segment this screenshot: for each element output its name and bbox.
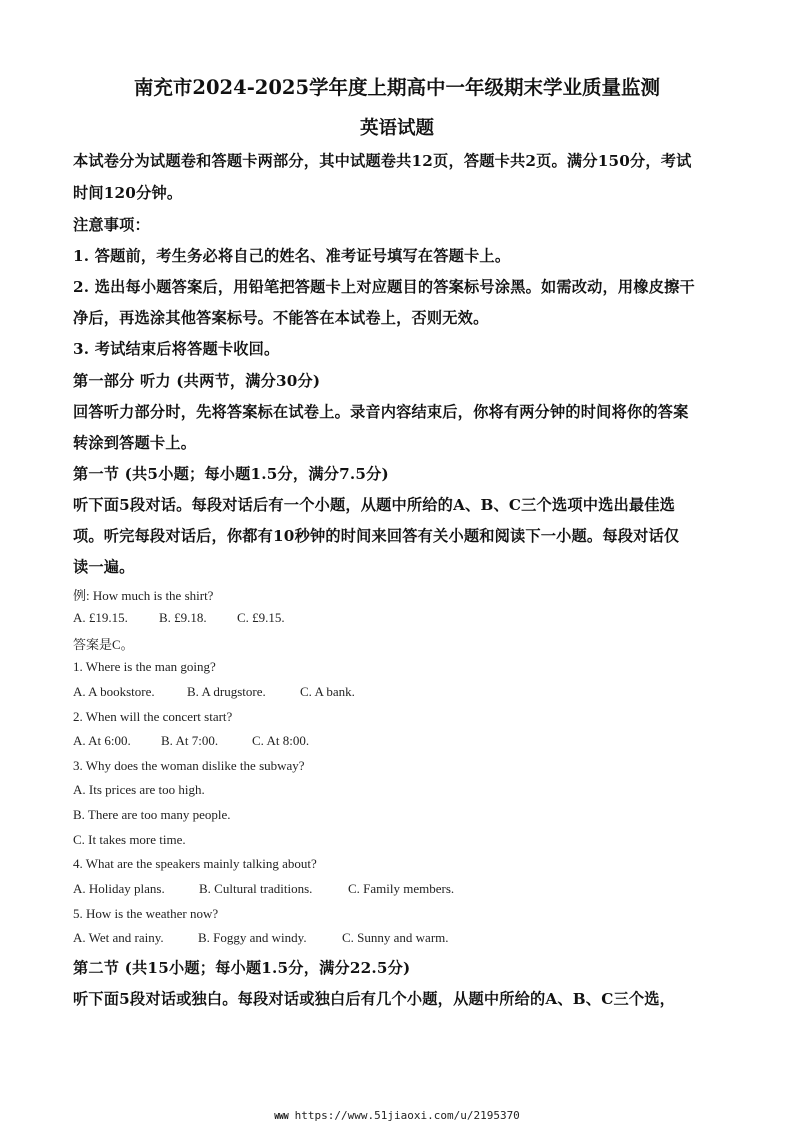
footer-url-link[interactable]: https://www.51jiaoxi.com/u/2195370 [294, 1109, 520, 1122]
section1-heading: 第一节 (共5小题；每小题1.5分，满分7.5分) [73, 465, 389, 483]
question-3-option-a: A. Its prices are too high. [73, 782, 205, 797]
intro-line-1: 本试卷分为试题卷和答题卡两部分，其中试题卷共12页，答题卡共2页。满分150分，考试 [73, 152, 692, 170]
example-option-a: A. £19.15. [73, 610, 128, 625]
question-2-option-b: B. At 7:00. [161, 733, 219, 748]
question-5-option-c: C. Sunny and warm. [342, 930, 449, 945]
question-2: 2. When will the concert start? [73, 709, 233, 724]
question-1-option-c: C. A bank. [300, 684, 355, 699]
exam-subtitle: 英语试题 [359, 118, 434, 139]
question-5-option-b: B. Foggy and windy. [198, 930, 307, 945]
question-5-option-a: A. Wet and rainy. [73, 930, 164, 945]
question-4-option-c: C. Family members. [348, 881, 455, 896]
question-2-option-a: A. At 6:00. [73, 733, 131, 748]
question-3: 3. Why does the woman dislike the subway? [73, 758, 305, 773]
example-question: 例: How much is the shirt? [73, 588, 214, 603]
page-footer [0, 1109, 794, 1122]
question-1: 1. Where is the man going? [73, 659, 216, 674]
question-1-option-a: A. A bookstore. [73, 684, 155, 699]
question-1-options [73, 684, 355, 700]
question-2-options [73, 733, 309, 749]
question-4-option-a: A. Holiday plans. [73, 881, 165, 896]
question-3-option-b: B. There are too many people. [73, 807, 231, 822]
part1-heading: 第一部分 听力 (共两节，满分30分) [73, 372, 321, 390]
example-option-c: C. £9.15. [237, 610, 285, 625]
notice-item-2-line-1: 2. 选出每小题答案后，用铅笔把答题卡上对应题目的答案标号涂黑。如需改动，用橡皮擦干 [73, 278, 695, 296]
question-4: 4. What are the speakers mainly talking about? [73, 856, 317, 871]
part1-desc-line-1: 回答听力部分时，先将答案标在试卷上。录音内容结束后，你将有两分钟的时间将你的答案 [73, 403, 689, 421]
question-2-option-c: C. At 8:00. [252, 733, 310, 748]
question-5-options [73, 930, 449, 946]
example-option-b: B. £9.18. [159, 610, 207, 625]
exam-title: 南充市2024-2025学年度上期高中一年级期末学业质量监测 [133, 76, 661, 99]
notice-item-1: 1. 答题前，考生务必将自己的姓名、准考证号填写在答题卡上。 [73, 247, 511, 265]
notice-heading: 注意事项： [73, 216, 150, 234]
intro-line-2: 时间120分钟。 [73, 184, 183, 202]
section1-desc-line-3: 读一遍。 [73, 558, 135, 576]
footer-watermark-mark: WWW [274, 1112, 289, 1121]
section2-desc-line-1: 听下面5段对话或独白。每段对话或独白后有几个小题，从题中所给的A、B、C三个选， [73, 990, 676, 1008]
question-3-option-c: C. It takes more time. [73, 832, 186, 847]
notice-item-2-line-2: 净后，再选涂其他答案标号。不能答在本试卷上，否则无效。 [73, 309, 489, 327]
example-options [73, 610, 285, 626]
part1-desc-line-2: 转涂到答题卡上。 [73, 434, 197, 452]
notice-item-3: 3. 考试结束后将答题卡收回。 [73, 340, 280, 358]
example-answer: 答案是C。 [73, 637, 134, 652]
section1-desc-line-2: 项。听完每段对话后，你都有10秒钟的时间来回答有关小题和阅读下一小题。每段对话仅 [73, 527, 680, 545]
section2-heading: 第二节 (共15小题；每小题1.5分，满分22.5分) [73, 959, 411, 977]
question-5: 5. How is the weather now? [73, 906, 219, 921]
question-4-options [73, 881, 454, 897]
section1-desc-line-1: 听下面5段对话。每段对话后有一个小题，从题中所给的A、B、C三个选项中选出最佳选 [73, 496, 676, 514]
question-4-option-b: B. Cultural traditions. [199, 881, 313, 896]
question-1-option-b: B. A drugstore. [187, 684, 266, 699]
